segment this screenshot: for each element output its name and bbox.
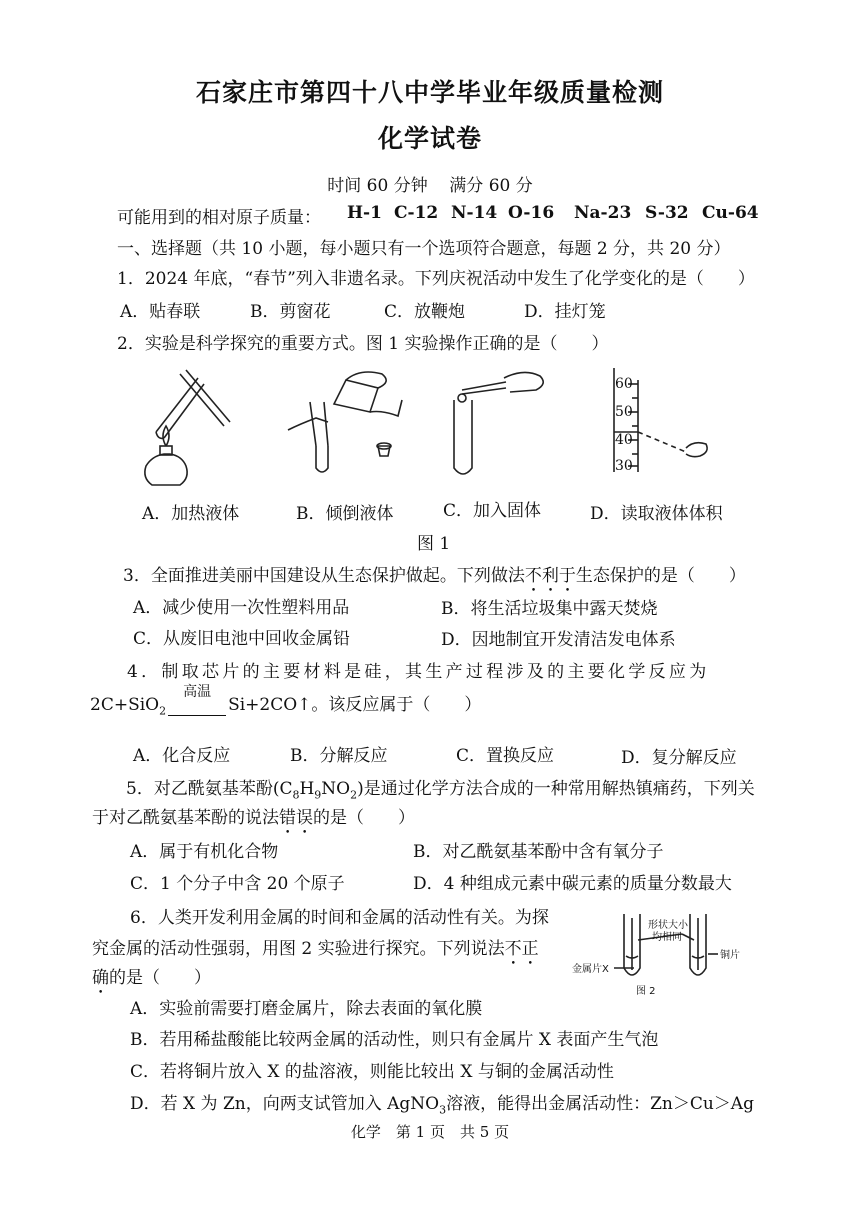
pouring-liquid-illustration	[288, 372, 402, 472]
atomic-mass-c: C-12	[394, 203, 439, 223]
fig2-label-size: 形状大小	[648, 920, 688, 931]
cylinder-tick-30: 30	[615, 458, 633, 474]
q5-stem1-pre: 5．对乙酰氨基苯酚(C	[126, 779, 293, 799]
q5-option-c: C．1 个分子中含 20 个原子	[130, 874, 345, 894]
q3-stem	[123, 561, 746, 596]
atomic-mass-h: H-1	[347, 203, 382, 223]
graduated-cylinder-illustration	[614, 368, 707, 474]
q6-option-d	[130, 1089, 754, 1116]
q6-line3-post: 的是（ ）	[109, 968, 211, 988]
test-tube-right-illustration	[690, 914, 706, 975]
fig2-label-same: 均相同	[652, 932, 682, 943]
q6-option-d-sub: 3	[439, 1103, 447, 1117]
q2-option-a: A．加热液体	[142, 504, 240, 524]
q5-option-a: A．属于有机化合物	[130, 842, 279, 862]
q6-option-c: C．若将铜片放入 X 的盐溶液，则能比较出 X 与铜的金属活动性	[130, 1062, 614, 1082]
atomic-mass-label: 可能用到的相对原子质量：	[117, 208, 321, 228]
q4-eq-condition: 高温	[183, 684, 212, 700]
q5-stem2-pre: 于对乙酰氨基苯酚的说法	[92, 808, 279, 828]
q3-option-b: B．将生活垃圾集中露天焚烧	[441, 599, 658, 619]
q4-option-d: D．复分解反应	[621, 748, 737, 768]
q4-stem: 4．制取芯片的主要材料是硅，其生产过程涉及的主要化学反应为	[127, 662, 710, 682]
q1-option-c: C．放鞭炮	[384, 302, 466, 322]
q5-stem-line2	[92, 803, 415, 838]
q5-sub-c: 8	[292, 788, 300, 802]
q5-sub-h: 9	[314, 788, 322, 802]
q5-formula-no: NO	[321, 779, 351, 799]
q6-option-d-pre: D．若 X 为 Zn，向两支试管加入 AgNO	[130, 1094, 440, 1114]
page-footer: 化学 第 1 页 共 5 页	[350, 1123, 510, 1141]
fig2-caption: 图 2	[636, 986, 656, 997]
cylinder-tick-60: 60	[615, 376, 633, 392]
q6-option-a: A．实验前需要打磨金属片，除去表面的氧化膜	[130, 999, 483, 1019]
q5-stem-line1	[126, 774, 755, 801]
q1-stem: 1．2024 年底，“春节”列入非遗名录。下列庆祝活动中发生了化学变化的是（ ）	[117, 269, 755, 289]
q6-option-d-post: 溶液，能得出金属活动性：Zn＞Cu＞Ag	[446, 1094, 754, 1114]
section-heading: 一、选择题（共 10 小题，每小题只有一个选项符合题意，每题 2 分，共 20 分）	[117, 239, 731, 259]
atomic-mass-na: Na-23	[574, 203, 632, 223]
time-info: 时间 60 分钟 满分 60 分	[327, 176, 533, 196]
q4-eq-sub: 2	[159, 704, 167, 718]
q1-option-b: B．剪窗花	[250, 302, 331, 322]
q6-line3-emphasis: 确	[92, 968, 109, 988]
q4-eq-arrow	[168, 684, 226, 716]
cylinder-tick-50: 50	[615, 404, 633, 420]
q3-stem-emphasis: 不利于	[524, 566, 576, 586]
q6-stem-line3	[92, 963, 211, 998]
q3-option-d: D．因地制宜开发清洁发电体系	[441, 630, 676, 650]
q5-sub-o: 2	[350, 788, 358, 802]
q5-stem2-post: 的是（ ）	[313, 808, 415, 828]
q2-stem: 2．实验是科学探究的重要方式。图 1 实验操作正确的是（ ）	[117, 334, 609, 354]
q5-option-d: D．4 种组成元素中碳元素的质量分数最大	[413, 874, 732, 894]
q4-eq-right: Si+2CO↑。该反应属于（ ）	[228, 695, 482, 715]
q1-option-d: D．挂灯笼	[524, 302, 606, 322]
q5-stem2-emphasis: 错误	[279, 808, 313, 828]
q1-option-a: A．贴春联	[120, 302, 201, 322]
q5-option-b: B．对乙酰氨基苯酚中含有氧分子	[413, 842, 664, 862]
q3-option-a: A．减少使用一次性塑料用品	[133, 598, 350, 618]
q4-option-b: B．分解反应	[290, 746, 388, 766]
fig2-label-metal-x: 金属片X	[572, 964, 609, 975]
q6-line2-pre: 究金属的活动性强弱，用图 2 实验进行探究。下列说法	[92, 939, 505, 959]
q5-stem1-post: )是通过化学方法合成的一种常用解热镇痛药，下列关	[357, 779, 755, 799]
q2-option-c: C．加入固体	[443, 501, 542, 521]
atomic-mass-cu: Cu-64	[702, 203, 759, 223]
cylinder-tick-40: 40	[615, 432, 633, 448]
figure-1	[120, 360, 740, 490]
alcohol-lamp-heating-illustration	[145, 370, 230, 485]
q2-option-d: D．读取液体体积	[590, 504, 723, 524]
q6-stem-line1: 6．人类开发利用金属的时间和金属的活动性有关。为探	[130, 908, 549, 928]
q3-stem-pre: 3．全面推进美丽中国建设从生态保护做起。下列做法	[123, 566, 525, 586]
adding-solid-illustration	[454, 372, 543, 474]
figure-2	[570, 910, 750, 1000]
q4-eq-left: 2C+SiO	[90, 695, 160, 715]
q4-option-a: A．化合反应	[133, 746, 231, 766]
atomic-mass-n: N-14	[451, 203, 498, 223]
q5-formula-h: H	[299, 779, 315, 799]
q4-option-c: C．置换反应	[456, 746, 555, 766]
test-tube-left-illustration	[624, 914, 640, 975]
figure-1-caption: 图 1	[417, 534, 451, 554]
exam-title: 石家庄市第四十八中学毕业年级质量检测	[195, 78, 664, 107]
q2-option-b: B．倾倒液体	[296, 504, 394, 524]
q3-stem-post: 生态保护的是（ ）	[575, 566, 746, 586]
q6-line2-emphasis: 不正	[504, 939, 539, 959]
atomic-mass-s: S-32	[645, 203, 689, 223]
q3-option-c: C．从废旧电池中回收金属铅	[133, 629, 351, 649]
q6-option-b: B．若用稀盐酸能比较两金属的活动性，则只有金属片 X 表面产生气泡	[130, 1030, 659, 1050]
fig2-label-copper: 铜片	[720, 950, 740, 961]
atomic-mass-o: O-16	[508, 203, 555, 223]
q4-equation	[90, 684, 482, 718]
exam-subtitle: 化学试卷	[377, 124, 482, 153]
